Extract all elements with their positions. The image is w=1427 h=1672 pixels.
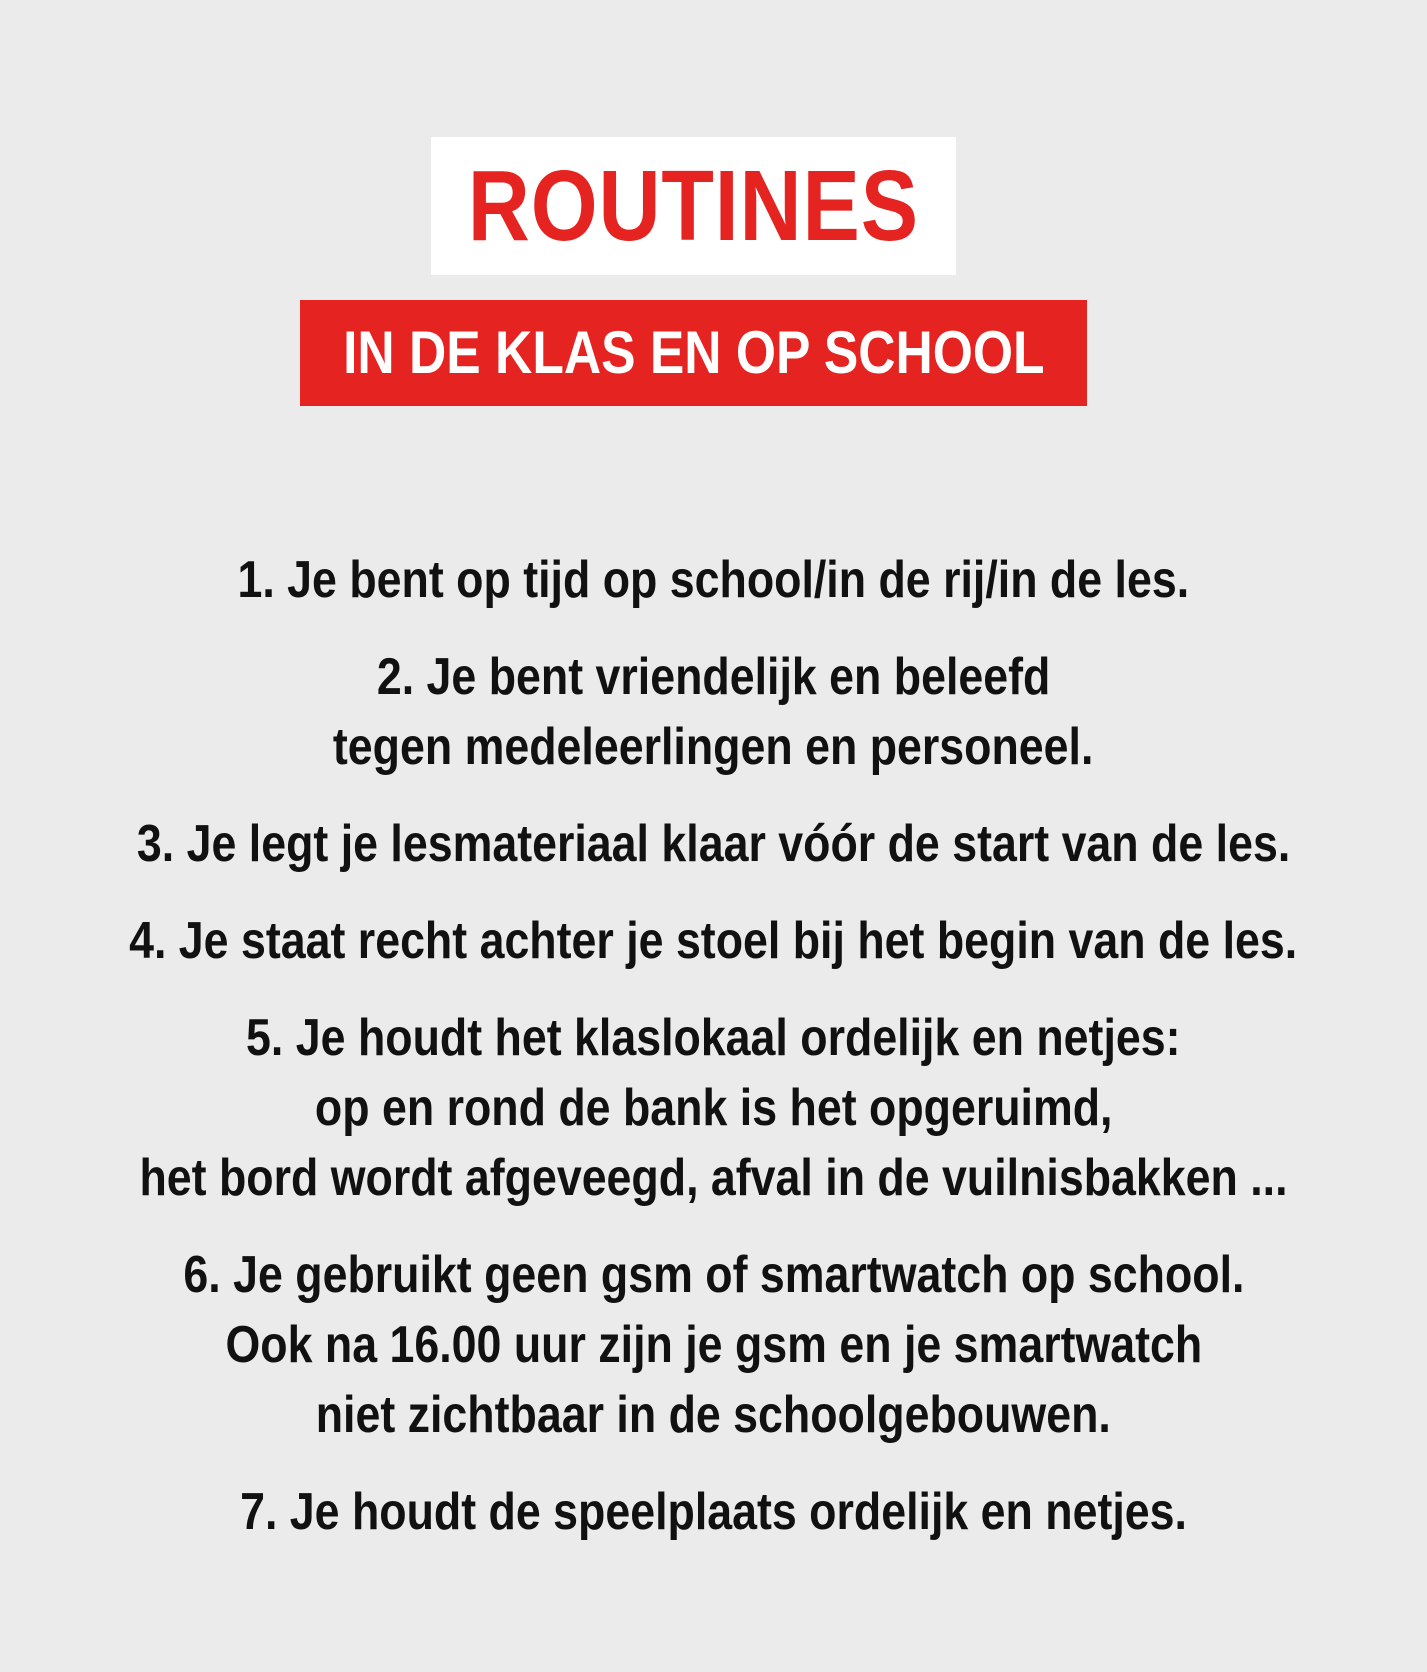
rule-item-5 — [0, 1003, 1427, 1213]
page-title: ROUTINES — [467, 150, 920, 262]
rule-item-6 — [0, 1240, 1427, 1450]
rule-item-4 — [0, 906, 1427, 976]
rule-line: op en rond de bank is het opgeruimd, — [314, 1079, 1113, 1137]
rule-item-1 — [0, 545, 1427, 615]
rule-line: 3. Je legt je lesmateriaal klaar vóór de start van de les. — [136, 815, 1291, 873]
rule-line: 2. Je bent vriendelijk en beleefd — [376, 648, 1051, 706]
page-subtitle: IN DE KLAS EN OP SCHOOL — [342, 319, 1045, 386]
rule-line: het bord wordt afgeveegd, afval in de vuilnisbakken ... — [139, 1149, 1288, 1207]
rule-line: Ook na 16.00 uur zijn je gsm en je smartwatch — [225, 1316, 1202, 1374]
rules-list — [0, 545, 1427, 1574]
rule-line: 1. Je bent op tijd op school/in de rij/in de les. — [237, 551, 1190, 609]
rule-line: 4. Je staat recht achter je stoel bij het begin van de les. — [129, 912, 1298, 970]
rule-line: niet zichtbaar in de schoolgebouwen. — [315, 1386, 1112, 1444]
rule-item-2 — [0, 642, 1427, 782]
rule-item-7 — [0, 1477, 1427, 1547]
subtitle-banner — [300, 300, 1087, 406]
rule-line: 6. Je gebruikt geen gsm of smartwatch op school. — [182, 1246, 1245, 1304]
rule-line: tegen medeleerlingen en personeel. — [333, 718, 1094, 776]
rule-line: 7. Je houdt de speelplaats ordelijk en netjes. — [240, 1483, 1187, 1541]
title-banner — [431, 137, 956, 275]
rule-line: 5. Je houdt het klaslokaal ordelijk en netjes: — [246, 1009, 1181, 1067]
rule-item-3 — [0, 809, 1427, 879]
